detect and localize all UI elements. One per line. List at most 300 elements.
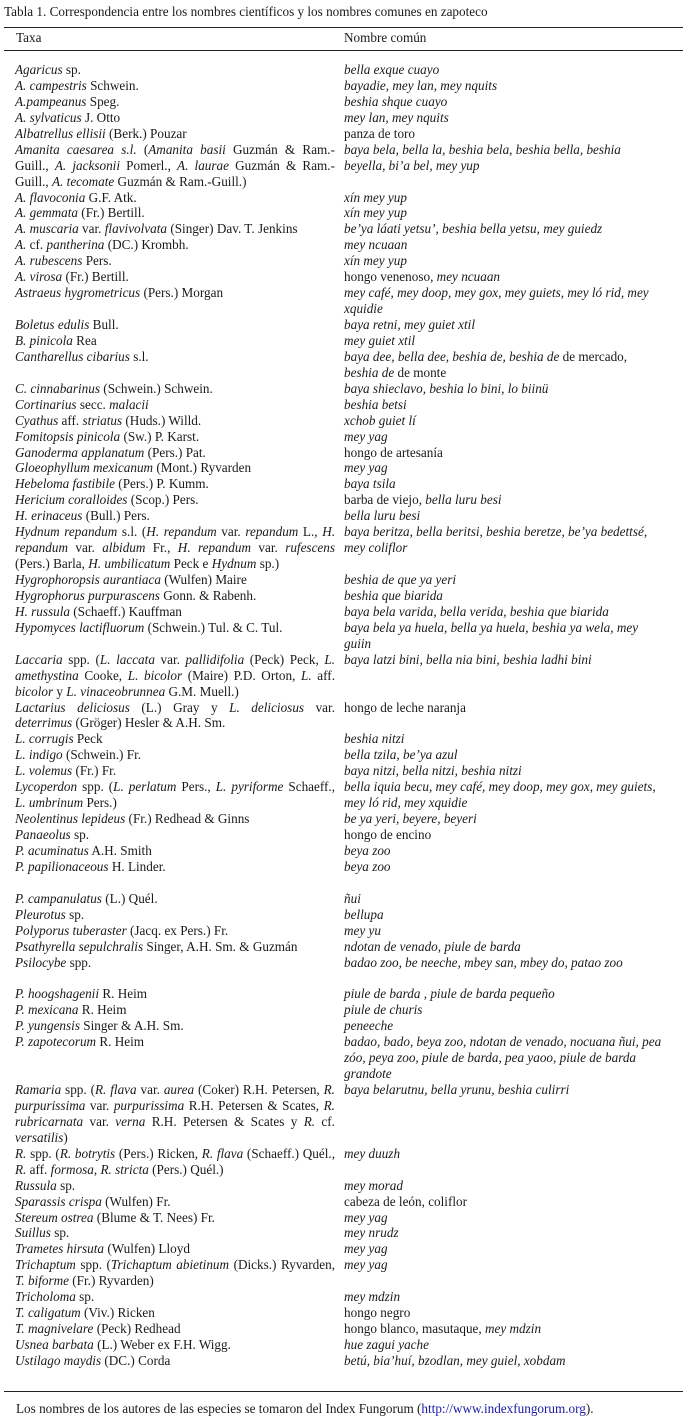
text: (Pers.) Ricken, xyxy=(115,1145,202,1161)
common-name-cell xyxy=(344,253,664,269)
taxa-cell xyxy=(0,445,335,461)
italic-text: L. indigo xyxy=(15,747,63,763)
table-row xyxy=(0,779,694,811)
taxa-cell xyxy=(0,572,335,588)
italic-text: H. russula xyxy=(15,603,70,619)
common-name-cell xyxy=(344,1018,664,1034)
common-name-cell xyxy=(344,923,664,939)
italic-text: R. xyxy=(15,1145,27,1161)
common-name-cell xyxy=(344,62,664,78)
taxa-cell xyxy=(0,1178,335,1194)
table-row xyxy=(0,429,694,445)
italic-text: L. umbrinum xyxy=(15,795,84,811)
italic-text: Cortinarius xyxy=(15,396,77,412)
common-name-cell xyxy=(344,620,664,652)
italic-text: Suillus xyxy=(15,1225,51,1241)
taxa-cell xyxy=(0,1146,335,1178)
text: cf. xyxy=(26,237,47,253)
text: Peck e xyxy=(170,556,212,572)
text: Guzmán & Ram.-Guill., xyxy=(15,141,335,173)
common-name-cell xyxy=(344,1289,664,1305)
common-name-cell xyxy=(344,572,664,588)
table-row xyxy=(0,237,694,253)
text: de mercado, xyxy=(559,348,628,364)
text: Pers.) xyxy=(83,795,117,811)
italic-text: be’ya láati yetsu’, beshia bella yetsu, mey guiedz xyxy=(344,221,603,237)
common-name-cell xyxy=(344,588,664,604)
text: (Coker) R.H. Petersen, xyxy=(194,1082,324,1097)
taxa-cell xyxy=(0,1082,335,1146)
text: R.H. Petersen & Scates, xyxy=(184,1097,324,1113)
common-name-cell xyxy=(344,700,664,716)
common-name-cell xyxy=(344,731,664,747)
common-name-cell xyxy=(344,939,664,955)
italic-text: P. campanulatus xyxy=(15,890,102,906)
taxa-cell xyxy=(0,939,335,955)
table-row xyxy=(0,939,694,955)
text: (Pers.) Quél.) xyxy=(148,1161,224,1177)
common-name-cell xyxy=(344,221,664,237)
text: (Wulfen) Maire xyxy=(160,572,247,587)
italic-text: pantherina xyxy=(46,237,105,253)
italic-text: baya bela, bella la, beshia bela, beshia bella, beshia beyella, bi’a bel, mey yup xyxy=(344,141,621,173)
italic-text: Hypomyces lactifluorum xyxy=(15,619,145,635)
taxa-cell xyxy=(0,429,335,445)
text: var. xyxy=(136,1082,164,1097)
table-row xyxy=(0,1337,694,1353)
text: (DC.) Krombh. xyxy=(104,237,189,253)
table-row xyxy=(0,1353,694,1369)
italic-text: be ya yeri, beyere, beyeri xyxy=(344,811,477,827)
table-row xyxy=(0,1082,694,1146)
italic-text: ndotan de venado, piule de barda xyxy=(344,938,521,954)
taxa-cell xyxy=(0,333,335,349)
text: spp. ( xyxy=(61,1082,95,1097)
table-row xyxy=(0,460,694,476)
common-name-cell xyxy=(344,126,664,142)
taxa-cell xyxy=(0,397,335,413)
table-row xyxy=(0,381,694,397)
italic-text: piule de churis xyxy=(344,1002,423,1018)
text: Peck xyxy=(73,731,103,747)
text: sp. xyxy=(62,62,81,77)
italic-text: xín mey yup xyxy=(344,189,407,205)
italic-text: bella luru besi xyxy=(344,508,421,524)
text: G.F. Atk. xyxy=(85,189,137,205)
table-row xyxy=(0,285,694,317)
common-name-cell xyxy=(344,1082,664,1098)
table-row xyxy=(0,142,694,190)
italic-text: Lycoperdon xyxy=(15,779,78,795)
italic-text: P. papilionaceous xyxy=(15,858,109,874)
text: (Pers.) Morgan xyxy=(140,285,224,301)
italic-text: repandum xyxy=(245,524,299,540)
italic-text: Tricholoma xyxy=(15,1289,76,1305)
italic-text: bellupa xyxy=(344,906,384,922)
common-name-cell xyxy=(344,763,664,779)
text: (Schwein.) Tul. & C. Tul. xyxy=(144,619,283,635)
italic-text: Stereum ostrea xyxy=(15,1209,94,1225)
taxa-cell xyxy=(0,1241,335,1257)
text: (Pers.) Pat. xyxy=(144,444,206,460)
taxa-cell xyxy=(0,955,335,987)
common-name-cell xyxy=(344,110,664,126)
table-row xyxy=(0,811,694,827)
text: Pers. xyxy=(82,253,112,269)
common-name-cell xyxy=(344,1034,664,1082)
text: Singer & A.H. Sm. xyxy=(79,1018,184,1034)
header-rule xyxy=(4,50,683,51)
text: (L.) Gray y xyxy=(129,699,230,715)
bottom-rule xyxy=(4,1391,683,1392)
italic-text: betú, bia’huí, bzodlan, mey guiel, xobdam xyxy=(344,1352,566,1368)
text: (Blume & T. Nees) Fr. xyxy=(93,1209,215,1225)
italic-text: A. flavoconia xyxy=(15,189,86,205)
table-row xyxy=(0,1034,694,1082)
italic-text: A. muscaria xyxy=(15,221,79,237)
italic-text: R. botrytis xyxy=(59,1145,116,1161)
common-name-cell xyxy=(344,317,664,333)
italic-text: beshia de xyxy=(344,364,395,380)
taxa-cell xyxy=(0,779,335,811)
italic-text: L. deliciosus xyxy=(229,699,305,715)
text: (L.) Weber ex F.H. Wigg. xyxy=(93,1337,231,1352)
table-row xyxy=(0,221,694,237)
italic-text: xín mey yup xyxy=(344,205,407,221)
text: (Viv.) Ricken xyxy=(80,1305,155,1321)
italic-text: H. repandum xyxy=(177,540,251,556)
text: panza de toro xyxy=(344,125,416,141)
italic-text: beshia que biarida xyxy=(344,587,443,603)
table-row xyxy=(0,333,694,349)
common-name-cell xyxy=(344,779,664,811)
taxa-cell xyxy=(0,891,335,907)
text: hongo negro xyxy=(344,1305,411,1321)
taxa-cell xyxy=(0,1305,335,1321)
text: (Schwein.) Fr. xyxy=(62,747,142,763)
italic-text: Ganoderma applanatum xyxy=(15,444,145,460)
italic-text: beya zoo xyxy=(344,842,391,858)
index-fungorum-link[interactable]: http://www.indexfungorum.org xyxy=(421,1401,586,1416)
italic-text: A. xyxy=(15,237,27,253)
italic-text: striatus xyxy=(82,412,123,428)
text: (Pers.) Barla, xyxy=(15,556,89,572)
taxa-cell xyxy=(0,524,335,572)
text: var. xyxy=(78,221,105,237)
table-row xyxy=(0,731,694,747)
italic-text: R. flava xyxy=(94,1082,137,1097)
table-row xyxy=(0,572,694,588)
text: R. Heim xyxy=(78,1002,127,1018)
italic-text: mey yag xyxy=(344,428,388,444)
text: hongo de encino xyxy=(344,827,432,842)
table-body xyxy=(0,62,694,1369)
italic-text: Trichaptum xyxy=(15,1257,76,1273)
italic-text: bicolor xyxy=(15,683,54,699)
table-row xyxy=(0,1289,694,1305)
italic-text: C. cinnabarinus xyxy=(15,380,100,396)
text: s.l. xyxy=(129,348,149,364)
table-row xyxy=(0,62,694,78)
italic-text: R. rubricarnata xyxy=(15,1097,335,1129)
text: , xyxy=(93,1161,101,1177)
italic-text: Hebeloma fastibile xyxy=(15,476,115,492)
common-name-cell xyxy=(344,205,664,221)
table-row xyxy=(0,476,694,492)
italic-text: hue zagui yache xyxy=(344,1337,429,1352)
common-name-cell xyxy=(344,190,664,206)
common-name-cell xyxy=(344,413,664,429)
text: cabeza de león, coliflor xyxy=(344,1193,468,1209)
table-row xyxy=(0,923,694,939)
common-name-cell xyxy=(344,269,664,285)
table-row xyxy=(0,317,694,333)
italic-text: Pleurotus xyxy=(15,906,66,922)
italic-text: Lactarius deliciosus xyxy=(15,699,130,715)
common-name-cell xyxy=(344,604,664,620)
text: spp. ( xyxy=(77,779,114,795)
italic-text: L. xyxy=(301,667,312,683)
common-name-cell xyxy=(344,859,664,875)
italic-text: P. hoogshagenii xyxy=(15,986,100,1002)
taxa-cell xyxy=(0,460,335,476)
footnote-end: ). xyxy=(585,1401,594,1416)
table-row xyxy=(0,955,694,987)
common-name-cell xyxy=(344,1194,664,1210)
text: (Bull.) Pers. xyxy=(82,508,150,524)
italic-text: Hygrophorus purpurascens xyxy=(15,587,160,603)
taxa-cell xyxy=(0,237,335,253)
italic-text: baya tsila xyxy=(344,476,396,492)
table-row xyxy=(0,1210,694,1226)
text: Singer, A.H. Sm. & Guzmán xyxy=(143,938,298,954)
italic-text: Trametes hirsuta xyxy=(15,1241,105,1257)
text: (Huds.) Willd. xyxy=(122,412,202,428)
italic-text: ñui xyxy=(344,890,361,906)
text: aff. xyxy=(311,667,335,683)
italic-text: A. rubescens xyxy=(15,253,83,269)
italic-text: malacii xyxy=(109,396,149,412)
italic-text: mey café, mey doop, mey gox, mey guiets, mey ló rid, mey xquidie xyxy=(344,285,649,317)
italic-text: Agaricus xyxy=(15,62,63,77)
italic-text: badao, bado, beya zoo, ndotan de venado, nocuana ñui, pea zóo, peya zoo, piule de barda, pea yaoo, piule de barda grandote xyxy=(344,1034,662,1082)
common-name-cell xyxy=(344,1321,664,1337)
italic-text: mey yu xyxy=(344,922,381,938)
italic-text: xín mey yup xyxy=(344,253,407,269)
table-row xyxy=(0,413,694,429)
taxa-cell xyxy=(0,763,335,779)
common-name-cell xyxy=(344,1305,664,1321)
italic-text: mey yag xyxy=(344,460,388,476)
taxa-cell xyxy=(0,1018,335,1034)
table-row xyxy=(0,827,694,843)
table-row xyxy=(0,1002,694,1018)
text: (Gröger) Hesler & A.H. Sm. xyxy=(72,715,226,731)
italic-text: purpurissima xyxy=(113,1097,185,1113)
table-row xyxy=(0,508,694,524)
taxa-cell xyxy=(0,1225,335,1241)
taxa-cell xyxy=(0,843,335,859)
italic-text: A. tecomate xyxy=(52,173,115,189)
text: G.M. Muell.) xyxy=(165,683,239,699)
italic-text: baya latzi bini, bella nia bini, beshia ladhi bini xyxy=(344,651,592,667)
italic-text: beshia shque cuayo xyxy=(344,93,448,109)
taxa-cell xyxy=(0,588,335,604)
text: sp. xyxy=(70,827,90,842)
italic-text: Psathyrella sepulchralis xyxy=(15,938,144,954)
text: H. Linder. xyxy=(108,858,166,874)
text: A.H. Smith xyxy=(88,842,152,858)
table-row xyxy=(0,652,694,700)
taxa-cell xyxy=(0,110,335,126)
italic-text: A. gemmata xyxy=(15,205,78,221)
text: y xyxy=(53,683,67,699)
taxa-cell xyxy=(0,986,335,1002)
text: sp. xyxy=(56,1177,76,1193)
text: (Fr.) Redhead & Ginns xyxy=(125,811,250,827)
text: Schaeff., xyxy=(283,779,336,795)
italic-text: Amanita basii xyxy=(148,141,226,157)
italic-text: mey yag xyxy=(344,1257,388,1273)
italic-text: baya retni, mey guiet xtil xyxy=(344,317,475,332)
taxa-cell xyxy=(0,1034,335,1082)
text: (Berk.) Pouzar xyxy=(105,125,187,141)
table-row xyxy=(0,1194,694,1210)
text: (Maire) P.D. Orton, xyxy=(182,667,302,683)
common-name-cell xyxy=(344,142,664,174)
taxa-cell xyxy=(0,1321,335,1337)
italic-text: beshia nitzi xyxy=(344,731,405,747)
text: (Schaeff.) Quél., xyxy=(243,1145,335,1161)
common-name-cell xyxy=(344,1210,664,1226)
text: var. xyxy=(83,1113,116,1129)
text: spp. ( xyxy=(62,651,100,667)
italic-text: formosa xyxy=(50,1161,94,1177)
italic-text: P. zapotecorum xyxy=(15,1034,97,1050)
italic-text: baya bela ya huela, bella ya huela, beshia ya wela, mey guiin xyxy=(344,619,639,651)
italic-text: R. xyxy=(15,1161,27,1177)
italic-text: mey lan, mey nquits xyxy=(344,109,449,125)
taxa-cell xyxy=(0,1257,335,1289)
text: secc. xyxy=(76,396,110,412)
italic-text: Amanita caesarea s.l. xyxy=(15,141,137,157)
table-row xyxy=(0,604,694,620)
table-row xyxy=(0,1257,694,1289)
italic-text: bella tzila, be’ya azul xyxy=(344,747,458,763)
italic-text: Hygrophoropsis aurantiaca xyxy=(15,572,161,587)
italic-text: bella luru besi xyxy=(425,492,502,508)
italic-text: A. jacksonii xyxy=(54,157,121,173)
common-name-cell xyxy=(344,397,664,413)
italic-text: versatilis xyxy=(15,1129,64,1145)
common-name-cell xyxy=(344,1002,664,1018)
taxa-cell xyxy=(0,1289,335,1305)
text: J. Otto xyxy=(81,109,121,125)
text: (DC.) Corda xyxy=(101,1352,171,1368)
taxa-cell xyxy=(0,859,335,875)
common-name-cell xyxy=(344,524,664,556)
italic-text: Panaeolus xyxy=(15,827,71,842)
text: sp. xyxy=(50,1225,70,1241)
italic-text: L. amethystina xyxy=(15,651,335,683)
italic-text: mey guiet xtil xyxy=(344,332,416,348)
text: spp. xyxy=(66,954,92,970)
common-name-cell xyxy=(344,476,664,492)
table-row xyxy=(0,492,694,508)
table-caption: Tabla 1. Correspondencia entre los nombres científicos y los nombres comunes en zapoteco xyxy=(4,4,488,19)
text: (Schwein.) Schwein. xyxy=(100,380,213,396)
italic-text: piule de barda , piule de barda pequeño xyxy=(344,986,555,1002)
italic-text: mey morad xyxy=(344,1177,403,1193)
common-name-cell xyxy=(344,652,664,668)
common-name-cell xyxy=(344,811,664,827)
text: Guzmán & Ram.-Guill.) xyxy=(114,173,247,189)
common-name-cell xyxy=(344,955,664,971)
table-row xyxy=(0,747,694,763)
table-row xyxy=(0,1146,694,1178)
common-name-cell xyxy=(344,429,664,445)
table-row xyxy=(0,859,694,875)
text: sp. xyxy=(65,906,85,922)
italic-text: H. erinaceus xyxy=(15,508,83,524)
table-row xyxy=(0,1241,694,1257)
text: aff. xyxy=(26,1161,51,1177)
table-row xyxy=(0,891,694,907)
italic-text: mey mdzin xyxy=(344,1289,401,1305)
italic-text: A. virosa xyxy=(15,269,63,285)
table-row xyxy=(0,110,694,126)
common-name-cell xyxy=(344,78,664,94)
text: s.l. ( xyxy=(117,524,147,540)
taxa-cell xyxy=(0,652,335,700)
taxa-cell xyxy=(0,731,335,747)
text: Schwein. xyxy=(86,77,139,93)
italic-text: L. volemus xyxy=(15,763,73,779)
common-name-cell xyxy=(344,1225,664,1241)
italic-text: L. corrugis xyxy=(15,731,74,747)
text: (Peck) Redhead xyxy=(93,1321,181,1337)
text: (Dicks.) Ryvarden, xyxy=(229,1257,335,1273)
italic-text: A. sylvaticus xyxy=(15,109,82,125)
italic-text: Cantharellus cibarius xyxy=(15,348,130,364)
taxa-cell xyxy=(0,126,335,142)
text: Rea xyxy=(72,332,97,348)
text: (Mont.) Ryvarden xyxy=(153,460,252,476)
text: Speg. xyxy=(86,93,120,109)
taxa-cell xyxy=(0,253,335,269)
italic-text: mey nrudz xyxy=(344,1225,399,1241)
text: (Scop.) Pers. xyxy=(127,492,199,508)
table-row xyxy=(0,94,694,110)
taxa-cell xyxy=(0,811,335,827)
table-row xyxy=(0,907,694,923)
taxa-cell xyxy=(0,700,335,732)
taxa-cell xyxy=(0,1194,335,1210)
italic-text: baya bela varida, bella verida, beshia que biarida xyxy=(344,603,609,619)
italic-text: Albatrellus ellisii xyxy=(15,125,106,141)
italic-text: verna xyxy=(115,1113,146,1129)
taxa-cell xyxy=(0,190,335,206)
text: (Pers.) P. Kumm. xyxy=(115,476,209,492)
italic-text: deterrimus xyxy=(15,715,73,731)
text: hongo blanco, masutaque, xyxy=(344,1321,485,1337)
text: var. xyxy=(68,540,103,556)
text: hongo venenoso, xyxy=(344,269,437,285)
text: (Wulfen) Fr. xyxy=(101,1193,171,1209)
table-row xyxy=(0,1305,694,1321)
italic-text: baya beritza, bella beritsi, beshia beretze, be’ya bedettsé, mey coliflor xyxy=(344,524,648,556)
common-name-cell xyxy=(344,1146,664,1162)
